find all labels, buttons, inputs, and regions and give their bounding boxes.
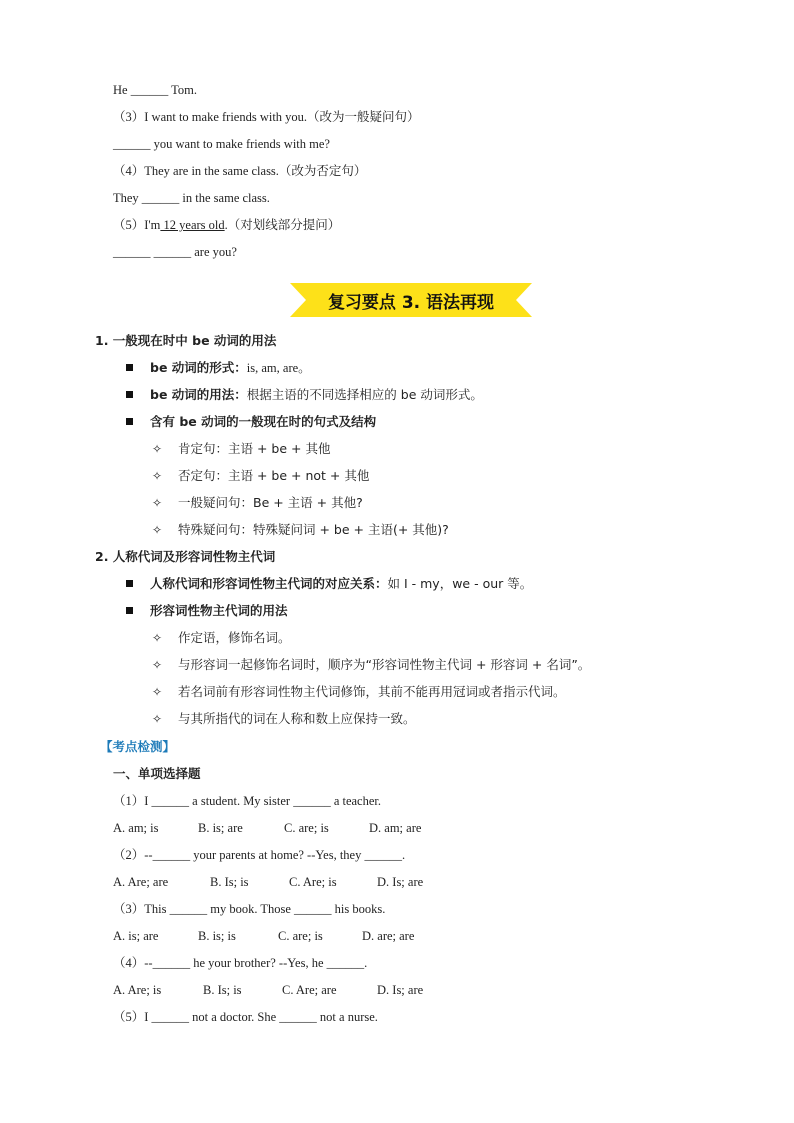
option: D. Is; are bbox=[377, 875, 424, 889]
section-title: 1. 一般现在时中 be 动词的用法 bbox=[95, 333, 277, 348]
exercise-line: He ______ Tom. bbox=[113, 83, 197, 97]
bullet-label: 形容词性物主代词的用法 bbox=[150, 603, 288, 618]
section-title: 2. 人称代词及形容词性物主代词 bbox=[95, 549, 276, 564]
bullet-label: be 动词的形式： bbox=[150, 360, 247, 375]
sub-item: 肯定句：主语 + be + 其他 bbox=[178, 441, 331, 456]
option: D. Is; are bbox=[377, 983, 424, 997]
option: D. are; are bbox=[362, 929, 415, 943]
option: A. is; are bbox=[113, 929, 159, 943]
sub-item: 若名词前有形容词性物主代词修饰，其前不能再用冠词或者指示代词。 bbox=[178, 684, 566, 699]
bullet-label: 含有 be 动词的一般现在时的句式及结构 bbox=[150, 414, 377, 429]
question: （2）--______ your parents at home? --Yes, they ______. bbox=[113, 848, 406, 862]
exercise-line: They ______ in the same class. bbox=[113, 191, 270, 205]
exercise-line: （4）They are in the same class.（改为否定句） bbox=[113, 164, 367, 178]
sub-item: 作定语，修饰名词。 bbox=[178, 630, 291, 645]
option: A. Are; is bbox=[113, 983, 162, 997]
section-banner bbox=[290, 281, 532, 319]
bullet-text: is, am, are。 bbox=[246, 361, 311, 375]
exercise-line: （3）I want to make friends with you.（改为一般疑问句） bbox=[113, 110, 420, 124]
bullet-item bbox=[150, 387, 483, 403]
option: C. are; is bbox=[284, 821, 329, 835]
bullet-label: 人称代词和形容词性物主代词的对应关系： bbox=[150, 576, 388, 591]
exercise-text: （5）I'm bbox=[113, 218, 161, 232]
question: （5）I ______ not a doctor. She ______ not a nurse. bbox=[113, 1010, 378, 1024]
option: C. Are; are bbox=[282, 983, 337, 997]
bullet-item bbox=[150, 576, 532, 592]
sub-item: 一般疑问句：Be + 主语 + 其他? bbox=[178, 495, 363, 510]
exercise-text: .（对划线部分提问） bbox=[224, 218, 341, 232]
banner-title: 复习要点 3. 语法再现 bbox=[327, 292, 495, 313]
diamond-bullet-icon: ✧ bbox=[152, 631, 163, 645]
quiz-tag: 【考点检测】 bbox=[100, 739, 176, 754]
square-bullet-icon bbox=[126, 364, 133, 371]
square-bullet-icon bbox=[126, 418, 133, 425]
quiz-heading: 一、单项选择题 bbox=[113, 766, 201, 781]
sub-item: 特殊疑问句：特殊疑问词 + be + 主语(+ 其他)? bbox=[178, 522, 449, 537]
sub-item: 与其所指代的词在人称和数上应保持一致。 bbox=[178, 711, 416, 726]
diamond-bullet-icon: ✧ bbox=[152, 523, 163, 537]
bullet-text: 如 I - my，we - our 等。 bbox=[387, 576, 533, 591]
diamond-bullet-icon: ✧ bbox=[152, 712, 163, 726]
option: A. am; is bbox=[113, 821, 159, 835]
square-bullet-icon bbox=[126, 607, 133, 614]
option: B. Is; is bbox=[210, 875, 249, 889]
exercise-line: ______ ______ are you? bbox=[113, 245, 237, 259]
bullet-item bbox=[150, 360, 311, 376]
diamond-bullet-icon: ✧ bbox=[152, 469, 163, 483]
sub-item: 与形容词一起修饰名词时，顺序为“形容词性物主代词 + 形容词 + 名词”。 bbox=[178, 657, 591, 672]
square-bullet-icon bbox=[126, 580, 133, 587]
question: （3）This ______ my book. Those ______ his books. bbox=[113, 902, 386, 916]
bullet-label: be 动词的用法： bbox=[150, 387, 247, 402]
square-bullet-icon bbox=[126, 391, 133, 398]
diamond-bullet-icon: ✧ bbox=[152, 685, 163, 699]
option: A. Are; are bbox=[113, 875, 169, 889]
option: C. Are; is bbox=[289, 875, 337, 889]
diamond-bullet-icon: ✧ bbox=[152, 496, 163, 510]
bullet-text: 根据主语的不同选择相应的 be 动词形式。 bbox=[246, 387, 483, 402]
option: B. is; is bbox=[198, 929, 236, 943]
question: （4）--______ he your brother? --Yes, he ______. bbox=[113, 956, 368, 970]
sub-item: 否定句：主语 + be + not + 其他 bbox=[178, 468, 370, 483]
option: B. Is; is bbox=[203, 983, 242, 997]
option: B. is; are bbox=[198, 821, 243, 835]
diamond-bullet-icon: ✧ bbox=[152, 658, 163, 672]
question: （1）I ______ a student. My sister ______ a teacher. bbox=[113, 794, 382, 808]
option: C. are; is bbox=[278, 929, 323, 943]
diamond-bullet-icon: ✧ bbox=[152, 442, 163, 456]
option: D. am; are bbox=[369, 821, 422, 835]
underlined-phrase: 12 years old bbox=[160, 218, 225, 232]
exercise-line: ______ you want to make friends with me? bbox=[113, 137, 330, 151]
exercise-line bbox=[113, 217, 340, 233]
